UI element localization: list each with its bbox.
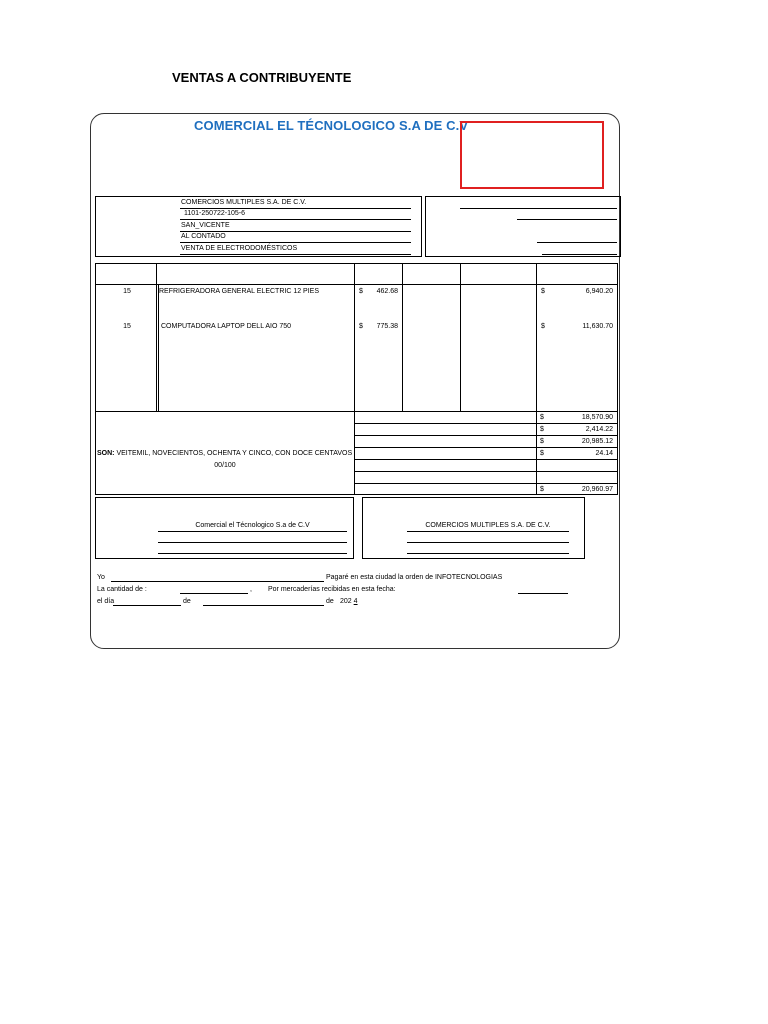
- amount-words-label: SON:: [97, 450, 115, 457]
- amount-cents: 00/100: [214, 462, 236, 469]
- totals-row-line: [354, 423, 618, 424]
- retention-currency: $: [540, 450, 544, 457]
- pagare-day-label: el día: [97, 598, 115, 605]
- item-unit-price: 775.38: [376, 323, 398, 330]
- amount-in-words: [97, 449, 352, 458]
- pagare-year: [340, 597, 358, 606]
- iva-currency: $: [540, 426, 544, 433]
- receiver-name: COMERCIOS MULTIPLES S.A. DE C.V.: [425, 522, 551, 529]
- pagare-year-suffix: 4: [353, 598, 358, 605]
- totals-row-line: [354, 483, 618, 484]
- client-nit: 1101-250722-105-6: [184, 210, 245, 217]
- pagare-date-line: [518, 593, 568, 594]
- item-total: 6,940.20: [585, 288, 613, 295]
- pagare-name-line: [111, 581, 324, 582]
- pagare-amount-label: La cantidad de :: [97, 586, 147, 593]
- issuer-name: Comercial el Técnologico S.a de C.V: [195, 522, 310, 529]
- item-qty: 15: [123, 288, 131, 295]
- col-divider-2: [354, 263, 355, 412]
- iva-value: 2,414.22: [585, 426, 613, 433]
- col-divider-1: [156, 263, 157, 412]
- item-total-currency: $: [541, 288, 545, 295]
- totals-row-line: [354, 471, 618, 472]
- receiver-line-1: [407, 531, 569, 532]
- col-divider-4: [460, 263, 461, 412]
- issuer-line-3: [158, 553, 347, 554]
- date-line-4: [542, 254, 617, 255]
- document-title: VENTAS A CONTRIBUYENTE: [172, 70, 352, 85]
- date-info-box: [425, 196, 621, 257]
- company-name: COMERCIAL EL TÉCNOLOGICO S.A DE C.V: [194, 118, 469, 133]
- col-divider-5: [536, 263, 537, 412]
- pagare-de-1: de: [183, 598, 191, 605]
- pagare-month-line: [203, 605, 324, 606]
- pagare-promise: Pagaré en esta ciudad la orden de INFOTECNOLOGIAS: [326, 574, 503, 581]
- client-name: COMERCIOS MULTIPLES S.A. DE C.V.: [181, 199, 307, 206]
- item-unit-currency: $: [359, 323, 363, 330]
- client-nit-underline: [180, 219, 411, 220]
- client-payment: AL CONTADO: [181, 233, 226, 240]
- item-description: REFRIGERADORA GENERAL ELECTRIC 12 PIES: [159, 288, 320, 295]
- totals-row-line: [354, 435, 618, 436]
- item-total-currency: $: [541, 323, 545, 330]
- totals-row-line: [354, 459, 618, 460]
- grand-total-currency: $: [540, 486, 544, 493]
- pagare-year-prefix: 202: [340, 598, 352, 605]
- col-divider-1b: [158, 284, 159, 412]
- subtotal-currency: $: [540, 414, 544, 421]
- items-table: [95, 263, 618, 412]
- client-giro-underline: [180, 254, 411, 255]
- date-line-2: [517, 219, 617, 220]
- receiver-line-2: [407, 542, 569, 543]
- item-unit-price: 462.68: [376, 288, 398, 295]
- retention-value: 24.14: [595, 450, 613, 457]
- sum-value: 20,985.12: [581, 438, 613, 445]
- pagare-amount-line: [180, 593, 248, 594]
- issuer-line-1: [158, 531, 347, 532]
- date-line-3: [537, 242, 617, 243]
- sum-currency: $: [540, 438, 544, 445]
- client-payment-underline: [180, 242, 411, 243]
- pagare-goods-label: Por mercaderías recibidas en esta fecha:: [268, 586, 396, 593]
- amount-words-text: VEITEMIL, NOVECIENTOS, OCHENTA Y CINCO, CON DOCE CENTAVOS: [116, 450, 353, 457]
- issuer-line-2: [158, 542, 347, 543]
- item-description: COMPUTADORA LAPTOP DELL AIO 750: [161, 323, 292, 330]
- item-total: 11,630.70: [582, 323, 613, 330]
- pagare-de-2: de: [326, 598, 334, 605]
- items-header-divider: [95, 284, 618, 285]
- receiver-line-3: [407, 553, 569, 554]
- pagare-yo: Yo: [97, 574, 105, 581]
- col-divider-3: [402, 263, 403, 412]
- item-qty: 15: [123, 323, 131, 330]
- subtotal-value: 18,570.90: [581, 414, 613, 421]
- grand-total-value: 20,960.97: [581, 486, 613, 493]
- client-location: SAN_VICENTE: [181, 222, 230, 229]
- invoice-number-box: [460, 121, 604, 189]
- totals-row-line: [354, 447, 618, 448]
- date-line-1: [460, 208, 617, 209]
- client-giro: VENTA DE ELECTRODOMÉSTICOS: [181, 245, 298, 252]
- item-unit-currency: $: [359, 288, 363, 295]
- pagare-day-line: [113, 605, 181, 606]
- pagare-comma: ,: [250, 586, 252, 593]
